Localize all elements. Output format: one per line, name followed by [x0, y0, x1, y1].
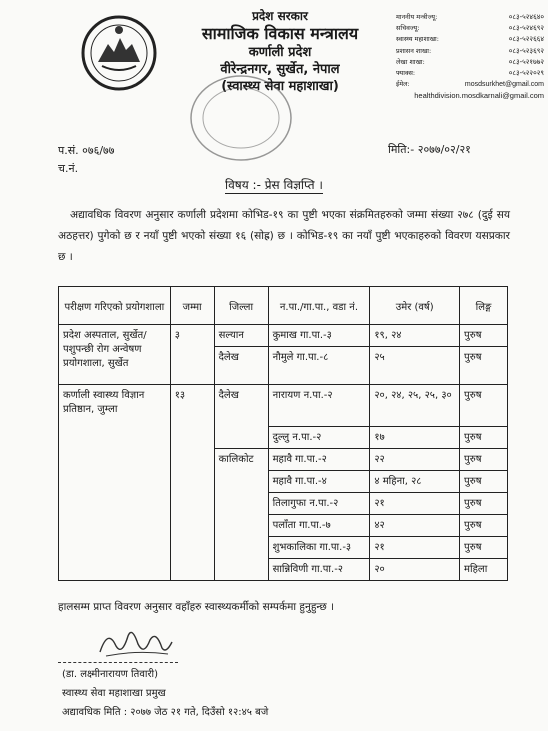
place-cell: शुभकालिका गा.पा.-३: [268, 537, 370, 559]
dispatch-number: च.नं.: [58, 162, 79, 175]
sex-cell: पुरुष: [460, 515, 508, 537]
district-cell: सल्यान: [214, 325, 268, 347]
signer-title: स्वास्थ्य सेवा महाशाखा प्रमुख: [62, 688, 166, 699]
email-secondary[interactable]: healthdivision.mosdkarnali@gmail.com: [414, 91, 544, 101]
update-timestamp: अद्यावधिक मिति : २०७७ जेठ २१ गते, दिउँसो १२:४५ बजे: [62, 707, 269, 718]
col-district: जिल्ला: [214, 287, 268, 325]
signer-name: (डा. लक्ष्मीनारायण तिवारी): [62, 669, 159, 680]
place-cell: पलाँता गा.पा.-७: [268, 515, 370, 537]
col-age: उमेर (वर्ष): [370, 287, 460, 325]
age-cell: २१: [370, 537, 460, 559]
header-ministry: सामाजिक विकास मन्त्रालय: [201, 24, 359, 43]
lab-cell: प्रदेश अस्पताल, सुर्खेत/ पशुपन्छी रोग अन्वेषण प्रयोगशाला, सुर्खेत: [59, 325, 171, 385]
place-cell: नारायण न.पा.-२: [268, 385, 370, 427]
total-cell: ३: [170, 325, 214, 385]
lab-cell: कर्णाली स्वास्थ्य विज्ञान प्रतिष्ठान, जुम्ला: [59, 385, 171, 581]
district-cell: कालिकोट: [214, 449, 268, 581]
age-cell: २०, २४, २५, २५, ३०: [370, 385, 460, 427]
place-cell: सान्निविणी गा.पा.-२: [268, 559, 370, 581]
sex-cell: पुरुष: [460, 493, 508, 515]
header-address: वीरेन्द्रनगर, सुर्खेत, नेपाल: [220, 62, 340, 77]
table-row: [59, 385, 508, 427]
age-cell: २२: [370, 449, 460, 471]
district-cell: दैलेख: [214, 385, 268, 449]
age-cell: ४ महिना, २८: [370, 471, 460, 493]
cases-table: [58, 286, 508, 581]
ref-number: प.सं. ०७६/७७: [58, 144, 115, 157]
place-cell: महावै गा.पा.-२: [268, 449, 370, 471]
sex-cell: पुरुष: [460, 427, 508, 449]
contact-row: सचिवज्यू: ०८३-५२४६९२: [396, 24, 544, 33]
sex-cell: पुरुष: [460, 537, 508, 559]
email-primary[interactable]: mosdsurkhet@gmail.com: [464, 81, 544, 89]
email-row: ईमेल: mosdsurkhet@gmail.com: [396, 79, 544, 90]
place-cell: तिलागुफा न.पा.-२: [268, 493, 370, 515]
sex-cell: पुरुष: [460, 449, 508, 471]
document-date: मिति:- २०७७/०२/२१: [388, 143, 471, 156]
signature-line: [58, 662, 178, 663]
age-cell: ४२: [370, 515, 460, 537]
header-province: कर्णाली प्रदेश: [248, 45, 312, 60]
place-cell: कुमाख गा.पा.-३: [268, 325, 370, 347]
sex-cell: पुरुष: [460, 471, 508, 493]
table-header-row: [59, 287, 508, 325]
col-sex: लिङ्ग: [460, 287, 508, 325]
place-cell: दुल्लु न.पा.-२: [268, 427, 370, 449]
nepal-emblem-logo: [80, 14, 158, 92]
total-cell: १३: [170, 385, 214, 581]
contact-list: [396, 12, 544, 102]
contact-row: माननीय मन्त्रीज्यू: ०८३-५२४६४०: [396, 13, 544, 21]
subject-line: विषय :- प्रेस विज्ञप्ति ।: [225, 178, 323, 192]
age-cell: १७: [370, 427, 460, 449]
age-cell: २१: [370, 493, 460, 515]
age-cell: २०: [370, 559, 460, 581]
header-line-1: प्रदेश सरकार: [252, 9, 308, 23]
contact-row: लेखा शाखा: ०८३-५२१७७२: [396, 57, 544, 66]
col-municipality: न.पा./गा.पा., वडा नं.: [268, 287, 370, 325]
header-division: (स्वास्थ्य सेवा महाशाखा): [221, 79, 339, 94]
col-total: जम्मा: [170, 287, 214, 325]
age-cell: २५: [370, 347, 460, 385]
contact-note: हालसम्म प्राप्त विवरण अनुसार वहाँहरु स्वास्थ्यकर्मीको सम्पर्कमा हुनुहुन्छ ।: [58, 601, 335, 613]
office-seal-stamp: [186, 72, 296, 164]
body-paragraph: अद्यावधिक विवरण अनुसार कर्णाली प्रदेशमा कोभिड-१९ का पुष्टी भएका संक्रमितहरुको जम्मा संख्या २७८ (दुई सय अठहत्तर) पुगेको छ र नयाँ पुष्टी भएको संख्या १६ (सोह्र) छ । कोभिड-१९ का नयाँ पुष्टी भएकाहरुको विवरण यसप्रकार छ ।: [58, 209, 510, 263]
sex-cell: महिला: [460, 559, 508, 581]
age-cell: १९, २४: [370, 325, 460, 347]
sex-cell: पुरुष: [460, 325, 508, 347]
district-cell: दैलेख: [214, 347, 268, 385]
contact-row: प्रशासन शाखा: ०८३-५२३६९२: [396, 46, 544, 55]
sex-cell: पुरुष: [460, 385, 508, 427]
sex-cell: पुरुष: [460, 347, 508, 385]
handwritten-signature: [96, 622, 176, 662]
col-lab: परीक्षण गरिएको प्रयोगशाला: [59, 287, 171, 325]
place-cell: नौमुले गा.पा.-८: [268, 347, 370, 385]
place-cell: महावै गा.पा.-४: [268, 471, 370, 493]
contact-row: फ्याक्स: ०८३-५२२०२९: [396, 69, 544, 78]
reference-block: [58, 142, 114, 178]
table-row: [59, 325, 508, 347]
contact-row: स्वास्थ्य महाशाखा: ०८३-५२२६६४: [396, 35, 544, 44]
